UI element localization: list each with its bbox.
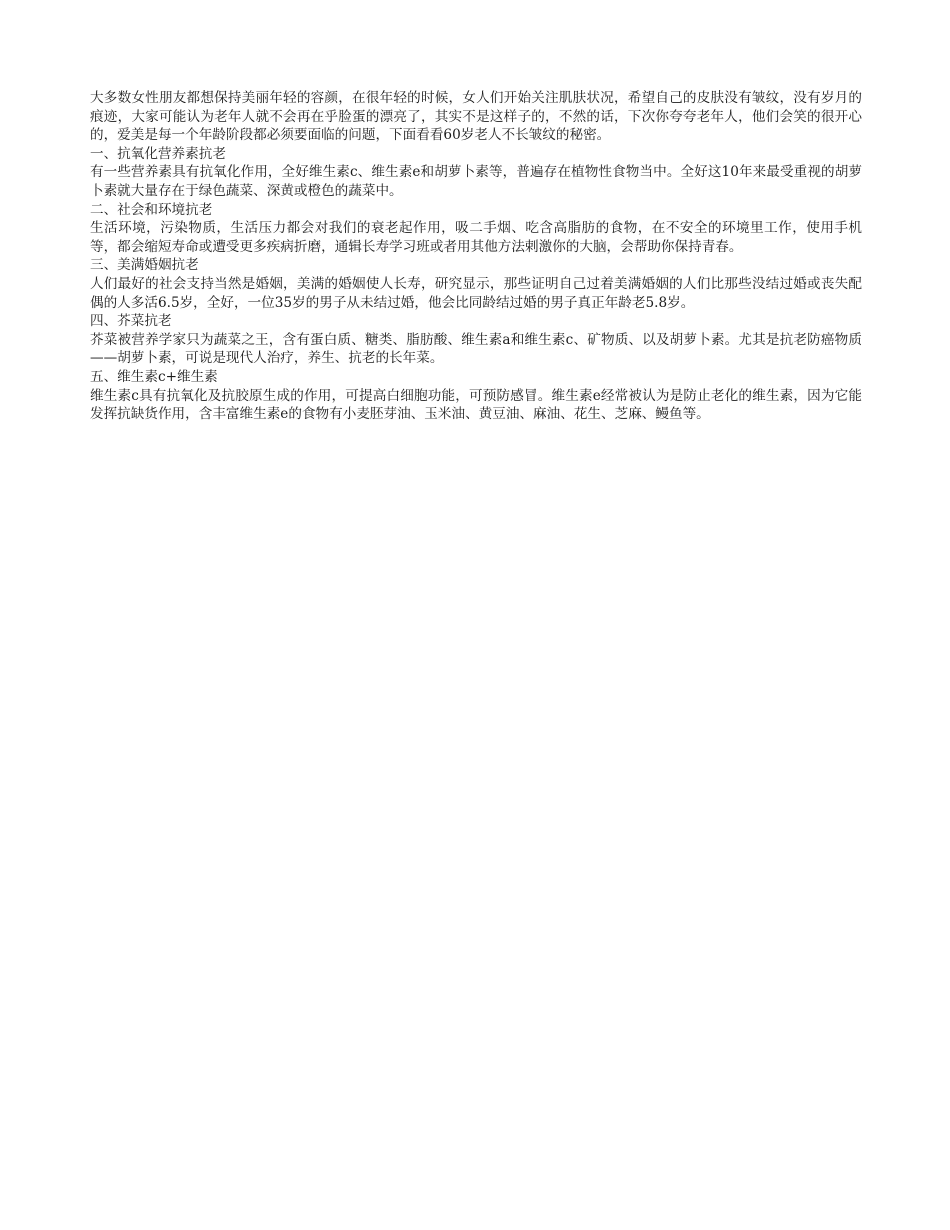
section-heading-antioxidant: 一、抗氧化营养素抗老	[90, 145, 226, 162]
intro-paragraph: 大多数女性朋友都想保持美丽年轻的容颜，在很年轻的时候，女人们开始关注肌肤状况，希望自己的皮肤没有皱纹，没有岁月的痕迹，大家可能认为老年人就不会再在乎脸蛋的漂亮了，其实不是这样子的，不然的话，下次你夸夸老年人，他们会笑的很开心的，爱美是每一个年龄阶段都必须要面临的问题，下面看看60岁老人不长皱纹的秘密。	[90, 90, 862, 144]
section-heading-social-environment: 二、社会和环境抗老	[90, 201, 213, 218]
section-body-mustard-greens: 芥菜被营养学家只为蔬菜之王，含有蛋白质、糖类、脂肪酸、维生素a和维生素c、矿物质、以及胡萝卜素。尤其是抗老防癌物质——胡萝卜素，可说是现代人治疗，养生、抗老的长年菜。	[90, 331, 862, 367]
section-body-marriage: 人们最好的社会支持当然是婚姻，美满的婚姻使人长寿，研究显示，那些证明自己过着美满婚姻的人们比那些没结过婚或丧失配偶的人多活6.5岁，全好，一位35岁的男子从未结过婚，他会比同龄结过婚的男子真正年龄老5.8岁。	[90, 275, 862, 311]
section-body-social-environment: 生活环境，污染物质，生活压力都会对我们的衰老起作用，吸二手烟、吃含高脂肪的食物，在不安全的环境里工作，使用手机等，都会缩短寿命或遭受更多疾病折磨，通辑长寿学习班或者用其他方法剌激你的大脑，会帮助你保持青春。	[90, 220, 862, 255]
section-body-vitamins: 维生素c具有抗氧化及抗胶原生成的作用，可提高白细胞功能，可预防感冒。维生素e经常被认为是防止老化的维生素，因为它能发挥抗缺货作用，含丰富维生素e的食物有小麦胚芽油、玉米油、黄豆油、麻油、花生、芝麻、鳗鱼等。	[90, 387, 862, 423]
document-page	[90, 89, 862, 424]
section-heading-mustard-greens: 四、芥菜抗老	[90, 313, 172, 330]
section-heading-marriage: 三、美满婚姻抗老	[90, 257, 199, 274]
section-heading-vitamins: 五、维生素c+维生素	[90, 368, 218, 385]
section-body-antioxidant: 有一些营养素具有抗氧化作用，全好维生素c、维生素e和胡萝卜素等，普遍存在植物性食物当中。全好这10年来最受重视的胡萝卜素就大量存在于绿色蔬菜、深黄或橙色的蔬菜中。	[90, 164, 862, 199]
